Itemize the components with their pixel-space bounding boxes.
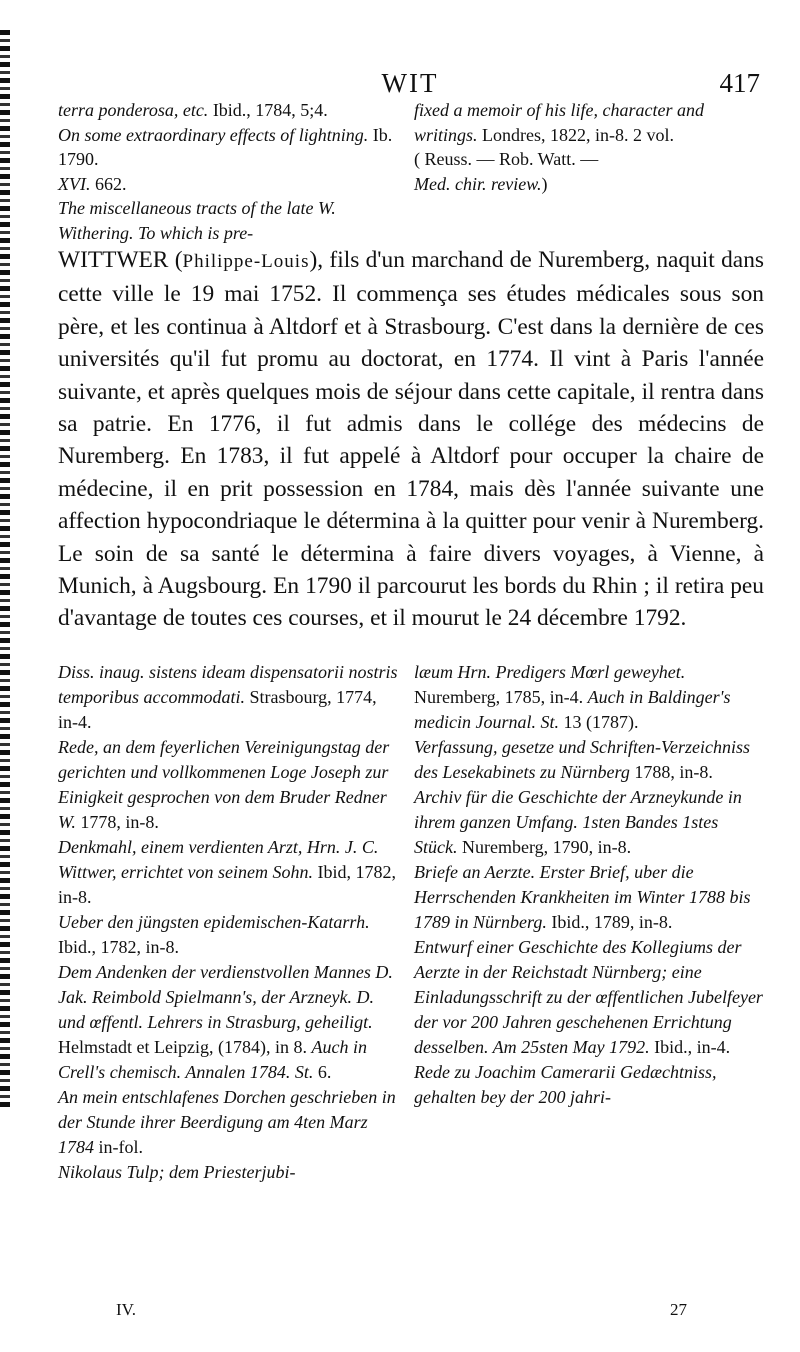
entry-imprint: Ibid, 1782, in-8. <box>58 862 396 907</box>
previous-entry-line <box>414 147 766 172</box>
page-header <box>56 68 764 98</box>
entry-title: Nikolaus Tulp; dem Priesterjubi- <box>58 1162 296 1182</box>
entry-title: An mein entschlafenes Dorchen geschrieben in der Stunde ihrer Beerdigung am 4ten Marz 1784 <box>58 1087 396 1157</box>
bibliography-entry <box>414 660 766 735</box>
entry-title: Briefe an Aerzte. Erster Brief, uber die Herrschenden Krankheiten im Winter 1788 bis 1789 in Nürnberg. <box>414 862 751 932</box>
entry-title: Rede zu Joachim Camerarii Gedæchtniss, gehalten bey der 200 jahri- <box>414 1062 717 1107</box>
entry-imprint: Ibid., 1782, in-8. <box>58 937 179 957</box>
entry-imprint: Ib. 1790. <box>58 124 393 169</box>
entry-title: Ueber den jüngsten epidemischen-Katarrh. <box>58 912 370 932</box>
entry-title: Diss. inaug. sistens ideam dispensatorii nostris temporibus accommodati. <box>58 662 398 707</box>
entry-imprint: 662. <box>90 173 127 194</box>
entry-imprint: Ibid., in-4. <box>649 1037 731 1057</box>
entry-title: Auch in Crell's chemisch. Annalen 1784. St. <box>58 1037 367 1082</box>
bibliography-entry <box>58 910 398 960</box>
entry-imprint: Ibid., 1789, in-8. <box>546 912 673 932</box>
entry-imprint: 13 (1787). <box>558 712 639 732</box>
entry-name: WITTWER <box>58 247 169 273</box>
running-head: WIT <box>381 68 439 98</box>
entry-title: fixed a memoir of his life, character and writings. <box>414 100 704 145</box>
entry-imprint: in-fol. <box>94 1137 143 1157</box>
entry-imprint: 1778, in-8. <box>75 812 159 832</box>
signature-mark: IV. <box>116 1300 136 1319</box>
entry-title: XVI. <box>58 173 91 194</box>
bibliography-entry <box>58 1085 398 1160</box>
bibliography-entry <box>58 735 398 835</box>
bibliography-entry <box>58 835 398 910</box>
previous-entry-line <box>414 98 766 147</box>
entry-imprint: Ibid., 1784, 5;4. <box>208 100 328 120</box>
entry-title: The miscellaneous tracts of the late W. Withering. To which is pre- <box>58 198 336 243</box>
entry-title: terra ponderosa, etc. <box>58 100 209 120</box>
previous-entry-line <box>58 172 403 197</box>
bibliography-entry <box>414 860 766 935</box>
page-footer <box>58 1300 764 1324</box>
bibliography-entry <box>58 960 398 1085</box>
entry-title: Denkmahl, einem verdienten Arzt, Hrn. J. C. Wittwer, errichtet von seinem Sohn. <box>58 837 379 882</box>
previous-entry-line <box>58 123 403 172</box>
bibliography-entry <box>414 735 766 785</box>
previous-entry-line <box>58 196 403 245</box>
biography-text: ), fils d'un marchand de Nuremberg, naquit dans cette ville le 19 mai 1752. Il commença ses études médicales sous son père, et les continua à Altdorf et à Strasbourg. C'est dans la dernière de ces universités qu'il fut promu au doctorat, en 1774. Il vint à Paris l'année suivante, et après quelques mois de séjour dans cette capitale, il rentra dans sa patrie. En 1776, il fut admis dans le collége des médecins de Nuremberg. En 1783, il fut appelé à Altdorf pour occuper la chaire de médecine, il en prit possession en 1784, mais dès l'année suivante une affection hypocondriaque le détermina à la quitter pour venir à Nuremberg. Le soin de sa santé le détermina à faire divers voyages, à Vienne, à Munich, à Augsbourg. En 1790 il parcourut les bords du Rhin ; il retira peu d'avantage de toutes ces courses, et il mourut le 24 décembre 1792. <box>58 247 764 632</box>
entry-imprint: Nuremberg, 1790, in-8. <box>457 837 632 857</box>
biography-paragraph: WITTWER (Philippe-Louis), fils d'un marchand de Nuremberg, naquit dans cette ville le 19 mai 1752. Il commença ses études médicales sous son père, et les continua à Altdorf et à Strasbourg. C'est dans la dernière de ces universités qu'il fut promu au doctorat, en 1774. Il vint à Paris l'année suivante, et après quelques mois de séjour dans cette capitale, il rentra dans sa patrie. En 1776, il fut admis dans le collége des médecins de Nuremberg. En 1783, il fut appelé à Altdorf pour occuper la chaire de médecine, il en prit possession en 1784, mais dès l'année suivante une affection hypocondriaque le détermina à la quitter pour venir à Nuremberg. Le soin de sa santé le détermina à faire divers voyages, à Vienne, à Munich, à Augsbourg. En 1790 il parcourut les bords du Rhin ; il retira peu d'avantage de toutes ces courses, et il mourut le 24 décembre 1792. <box>58 247 764 632</box>
entry-imprint: Londres, 1822, in-8. 2 vol. <box>477 124 675 145</box>
entry-imprint: 6. <box>313 1062 332 1082</box>
bibliography-left-column <box>58 660 398 1185</box>
entry-imprint: ) <box>541 173 548 194</box>
entry-imprint: Nuremberg, 1785, in-4. <box>414 687 588 707</box>
entry-title: Rede, an dem feyerlichen Vereinigungstag der gerichten und vollkommenen Loge Joseph zur Einigkeit gesprochen von dem Bruder Redner W. <box>58 737 390 832</box>
entry-title: Entwurf einer Geschichte des Kollegiums der Aerzte in der Reichstadt Nürnberg; eine Einladungsschrift zu der œffentlichen Jubelfeyer der vor 200 Jahren geschehenen Errichtung desselben. Am 25sten May 1792. <box>414 937 763 1057</box>
entry-imprint: Strasbourg, 1774, in-4. <box>58 687 377 732</box>
page-number: 417 <box>719 68 760 98</box>
entry-title: Verfassung, gesetze und Schriften-Verzeichniss des Lesekabinets zu Nürnberg <box>414 737 750 782</box>
entry-imprint: 1788, in-8. <box>629 762 713 782</box>
bibliography-entry <box>58 1160 398 1185</box>
bibliography-right-column <box>414 660 766 1110</box>
bibliography-entry <box>414 1060 766 1110</box>
entry-title: Dem Andenken der verdienstvollen Mannes D. Jak. Reimbold Spielmann's, der Arzneyk. D. und œffentl. Lehrers in Strasburg, geheiligt. <box>58 962 393 1032</box>
top-left-column <box>58 98 403 245</box>
entry-title: Archiv für die Geschichte der Arzneykunde in ihrem ganzen Umfang. 1sten Bandes 1stes Stück. <box>414 787 742 857</box>
previous-entry-line <box>58 98 403 123</box>
previous-entry-line <box>414 172 766 197</box>
bibliography-entry <box>58 660 398 735</box>
signature-number: 27 <box>670 1300 687 1319</box>
entry-title: Auch in Baldinger's medicin Journal. St. <box>414 687 731 732</box>
entry-title: læum Hrn. Predigers Mœrl geweyhet. <box>414 662 686 682</box>
top-right-column <box>414 98 766 196</box>
entry-title: Med. chir. review. <box>414 173 542 194</box>
entry-forename: Philippe-Louis <box>182 251 310 272</box>
entry-imprint: Helmstadt et Leipzig, (1784), in 8. <box>58 1037 312 1057</box>
page-edge-bleed <box>0 30 10 1110</box>
bibliography-entry <box>414 785 766 860</box>
entry-title: On some extraordinary effects of lightning. <box>58 124 369 145</box>
entry-imprint: ( Reuss. — Rob. Watt. — <box>414 149 599 169</box>
bibliography-entry <box>414 935 766 1060</box>
